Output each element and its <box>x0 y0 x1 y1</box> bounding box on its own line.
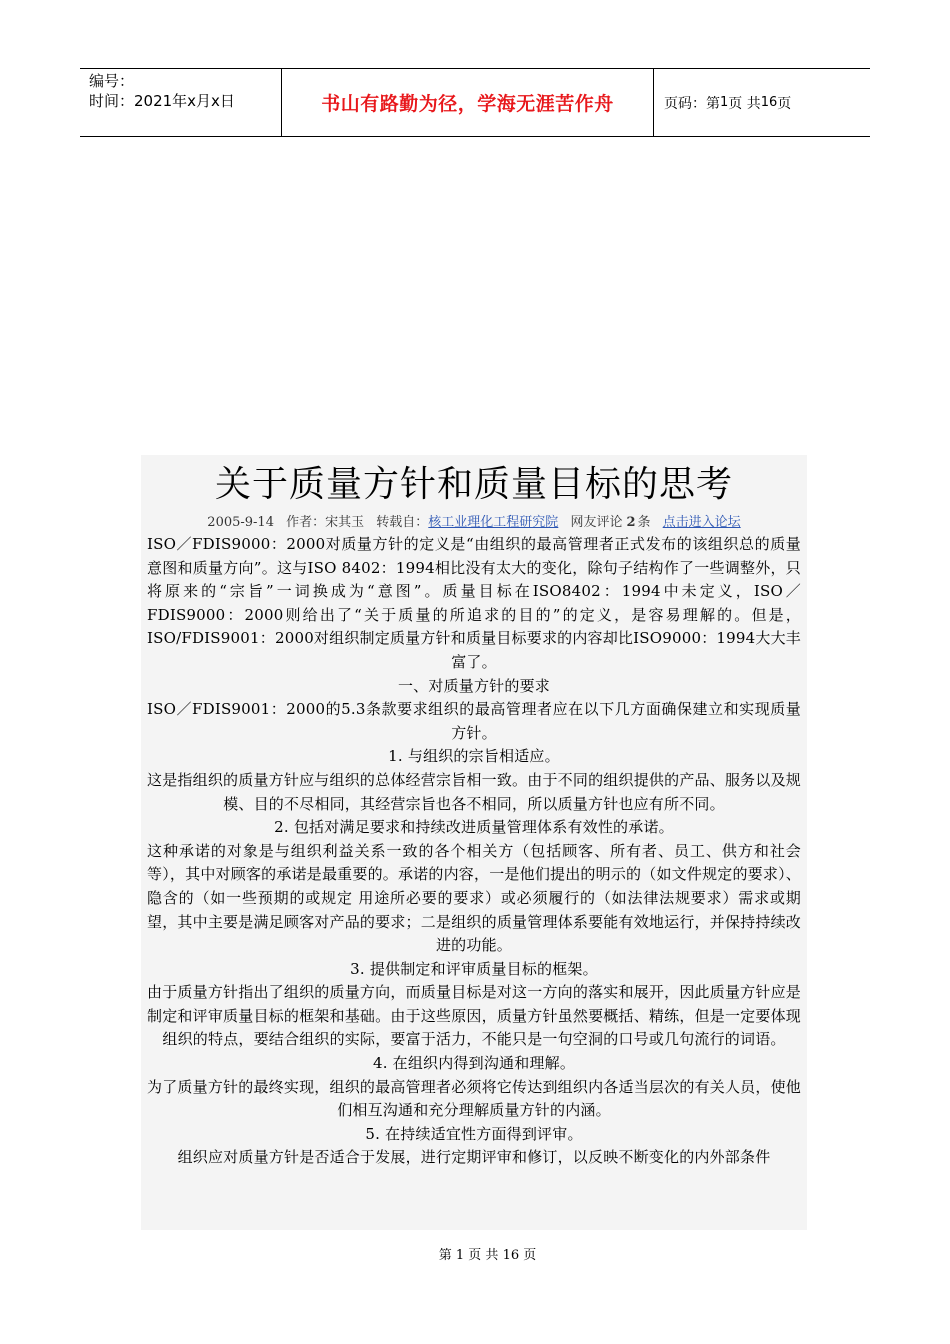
page-current: 1 <box>720 95 729 110</box>
article-paragraph: ISO／FDIS9000：2000对质量方针的定义是“由组织的最高管理者正式发布的该组织总的质量意图和质量方向”。这与ISO 8402：1994相比没有太大的变化，除句子结构作了一些调整外，只将原来的“宗旨”一词换成为“意图”。质量目标在ISO8402：1994中未定义，ISO／FDIS9000：2000则给出了“关于质量的所追求的目的”的定义，是容易理解的。但是，ISO/FDIS9001：2000对组织制定质量方针和质量目标要求的内容却比ISO9000：1994大大丰富了。 <box>147 535 801 671</box>
page-label-prefix: 页码：第 <box>664 95 720 112</box>
serial-number-label: 编号： <box>89 72 135 90</box>
page-label-mid: 页 共 <box>728 95 761 112</box>
article-block <box>141 455 807 1230</box>
article-source-label: 转载自： <box>376 515 429 530</box>
page-header <box>80 68 870 137</box>
article-paragraph: 这是指组织的质量方针应与组织的总体经营宗旨相一致。由于不同的组织提供的产品、服务以及规模、目的不尽相同，其经营宗旨也各不相同，所以质量方针也应有所不同。 <box>147 770 801 813</box>
list-item-heading: 2. 包括对满足要求和持续改进质量管理体系有效性的承诺。 <box>274 818 674 837</box>
article-content <box>141 533 807 1170</box>
date-label: 时间：2021年x月x日 <box>89 92 235 110</box>
list-item-heading: 4. 在组织内得到沟通和理解。 <box>372 1054 576 1073</box>
article-paragraph: ISO／FDIS9001：2000的5.3条款要求组织的最高管理者应在以下几方面确保建立和实现质量方针。 <box>147 700 801 742</box>
list-item-heading: 3. 提供制定和评审质量目标的框架。 <box>350 959 598 978</box>
article-paragraph: 为了质量方针的最终实现，组织的最高管理者必须将它传达到组织内各适当层次的有关人员，使他们相互沟通和充分理解质量方针的内涵。 <box>147 1077 801 1120</box>
article-source-link[interactable]: 核工业理化工程研究院 <box>428 515 559 530</box>
header-motto-cell <box>281 69 654 136</box>
forum-link[interactable]: 点击进入论坛 <box>662 515 741 530</box>
footer-suffix: 页 <box>523 1248 537 1263</box>
comments-label: 网友评论 <box>570 515 623 530</box>
page-total: 16 <box>760 95 778 110</box>
motto-text: 书山有路勤为径，学海无涯苦作舟 <box>321 93 614 115</box>
comments-count: 2 <box>626 515 636 530</box>
comments-unit: 条 <box>637 515 651 530</box>
article-paragraph: 由于质量方针指出了组织的质量方向，而质量目标是对这一方向的落实和展开，因此质量方针应是制定和评审质量目标的框架和基础。由于这些原因，质量方针虽然要概括、精练，但是一定要体现组织的特点，要结合组织的实际，要富于活力，不能只是一句空洞的口号或几句流行的词语。 <box>147 983 801 1049</box>
footer-page-current: 1 <box>455 1248 465 1263</box>
header-page-cell <box>654 69 870 136</box>
article-meta <box>141 513 807 533</box>
list-item-heading: 1. 与组织的宗旨相适应。 <box>388 747 560 766</box>
article-author: 作者：宋其玉 <box>286 515 365 530</box>
footer-mid: 页 共 <box>468 1248 499 1263</box>
page-label-suffix: 页 <box>777 95 792 112</box>
article-date: 2005-9-14 <box>207 515 274 530</box>
section-heading: 一、对质量方针的要求 <box>397 676 550 695</box>
article-paragraph: 组织应对质量方针是否适合于发展，进行定期评审和修订，以反映不断变化的内外部条件 <box>177 1148 771 1167</box>
footer-prefix: 第 <box>438 1248 452 1263</box>
article-title: 关于质量方针和质量目标的思考 <box>214 464 733 505</box>
article-paragraph: 这种承诺的对象是与组织利益关系一致的各个相关方（包括顾客、所有者、员工、供方和社会等），其中对顾客的承诺是最重要的。承诺的内容，一是他们提出的明示的（如文件规定的要求）、隐含的（如一些预期的或规定 用途所必要的要求）或必须履行的（如法律法规要求）需求或期望，其中主要是满足顾客对产品的要求；二是组织的质量管理体系要能有效地运行，并保持持续改进的功能。 <box>147 841 801 955</box>
page-footer <box>0 1247 950 1265</box>
header-info-cell <box>80 69 281 136</box>
footer-page-total: 16 <box>502 1248 520 1263</box>
list-item-heading: 5. 在持续适宜性方面得到评审。 <box>365 1124 583 1143</box>
